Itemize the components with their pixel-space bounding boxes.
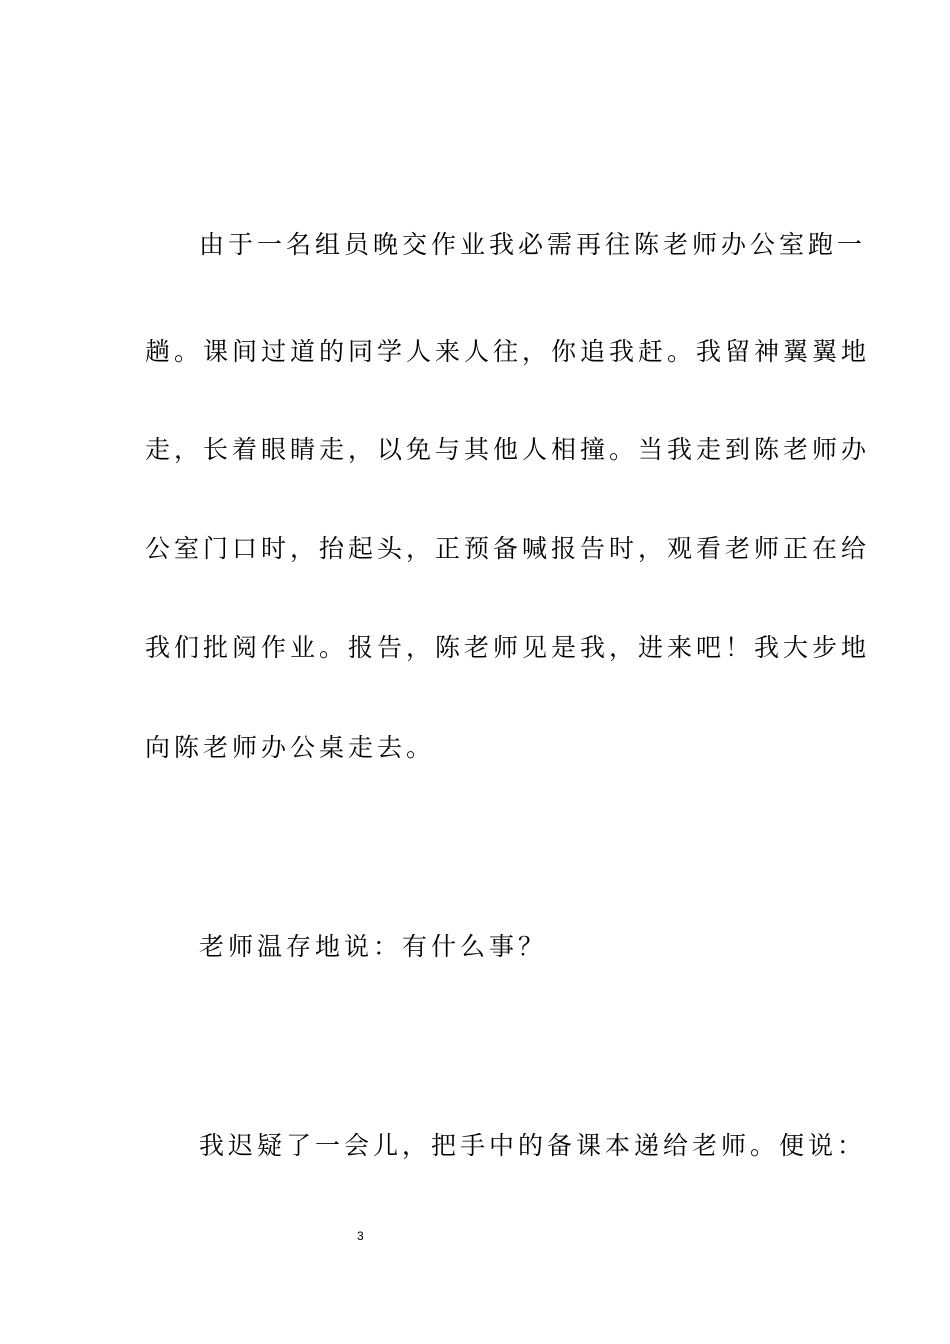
page-number: 3: [357, 1229, 364, 1243]
paragraph-1-line-5: 我们批阅作业。报告，陈老师见是我，进来吧！我大步地: [145, 633, 871, 662]
paragraph-2-line-1: 老师温存地说：有什么事？: [199, 932, 548, 961]
paragraph-1-line-1: 由于一名组员晚交作业我必需再往陈老师办公室跑一: [199, 230, 867, 259]
paragraph-1-line-4: 公室门口时，抬起头，正预备喊报告时，观看老师正在给: [145, 534, 871, 563]
paragraph-1-line-3: 走，长着眼睛走，以免与其他人相撞。当我走到陈老师办: [145, 435, 871, 464]
paragraph-1-line-2: 趟。课间过道的同学人来人往，你追我赶。我留神翼翼地: [145, 337, 871, 366]
paragraph-1-line-6: 向陈老师办公桌走去。: [145, 733, 436, 762]
paragraph-3-line-1: 我迟疑了一会儿，把手中的备课本递给老师。便说：: [199, 1131, 867, 1160]
